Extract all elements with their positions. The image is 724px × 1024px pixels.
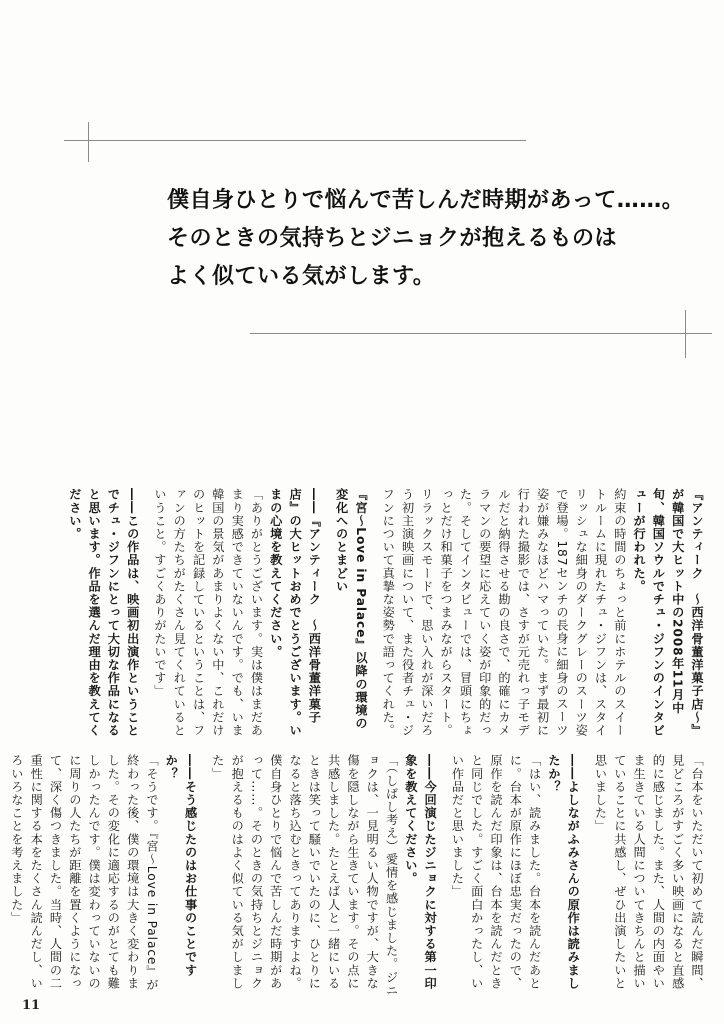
answer: 「そうです。『宮～Love in Palace』が終わった後、僕の環境は大きく変わりました。その変化に適応するのがとても難しかったんです。僕は変わっていないのに周りの人たちが距離を置くようになって、深く傷つきました。当時、人間の二重性に関する本をたくさん読んだし、いろいろなことを考えました」 (9, 754, 159, 992)
question: ――よしながふみさんの原作は読みましたか？ (546, 754, 581, 990)
question: ――『アンティーク ～西洋骨董洋菓子店』の大ヒットおめでとうございます。いまの心境を教えてください。 (268, 488, 322, 737)
section-title: 『宮～Love in Palace』以降の環境の変化へのとまどい (334, 488, 368, 731)
guide-line-left (88, 122, 89, 162)
lead-body: 約束の時間のちょっと前にホテルのスイートルームに現れたチュ・ジフンは、スタイリッシュな細身のダークグレーのスーツ姿で登場。187センチの長身に細身のスーツ姿が嫌みなほどハマっていた。まず最初に行われた撮影では、さすが元売れっ子モデルだと納得させる勘の良さで、的確にカメラマンの要望に応えていく姿が印象的だった。そしてインタビューでは、冒頭にちょっとだけ和菓子をつまみながらスタート。リラックスモードで、思い入れが深いだろう初主演映画について、また役者チュ・ジフンについて真摯な姿勢で語ってくれた。 (381, 488, 627, 737)
article-lower-block (9, 754, 706, 1002)
article-upper-block (67, 488, 706, 740)
answer: 「台本をいただいて初めて読んだ瞬間、見どころがすごく多い映画になると直感的に感じました。また、人間の内面やいま生きている人間についてきちんと描いていることに共感し、ぜひ出演したいと思いました」 (593, 754, 704, 990)
headline (167, 182, 687, 296)
answer: 「（しばし考え）愛情を感じました。ジニョクは、一見明るい人物ですが、大きな傷を隠しながら生きています。その点に共感しました。たとえば人と一緒にいるときは笑って騒いでいたのに、ひとりになると落ち込むときってありますよね。僕自身ひとりで悩んで苦しんだ時期があって……。そのときの気持ちとジニョクが抱えるものはよく似ている気がしました」 (210, 754, 399, 997)
question: ――そう感じたのはお仕事のことですか？ (164, 754, 198, 977)
headline-line: そのときの気持ちとジニョクが抱えるものは (167, 226, 618, 251)
question: ――今回演じたジニョクに対する第一印象を教えてください。 (403, 754, 438, 990)
answer: 「はい、読みました。台本を読んだあとに。台本が原作にほぼ忠実だったので、原作を読んだ印象は、台本を読んだときと同じでした。すごく面白かったし、いい作品だと思いました」 (450, 754, 542, 990)
guide-line-bottom (250, 333, 712, 334)
guide-line-right (685, 310, 686, 358)
guide-line-top (64, 140, 526, 141)
page-number: 11 (22, 998, 41, 1013)
lead-intro: 『アンティーク ～西洋骨董洋菓子店～』が韓国で大ヒット中の2008年11月中旬、韓国ソウルでチュ・ジフンのインタビューが行われた。 (632, 488, 704, 737)
question: ――この作品は、映画初出演作ということでチュ・ジフンにとって大切な作品になると思います。作品を選んだ理由を教えてください。 (67, 488, 140, 737)
headline-line: よく似ている気がします。 (167, 264, 436, 289)
headline-line: 僕自身ひとりで悩んで苦しんだ時期があって……。 (167, 188, 685, 213)
answer: 「ありがとうございます。実は僕はまだあまり実感できていないんです。でも、いま韓国の景気があまりよくない中、これだけのヒットを記録しているということは、ファンの方たちがたくさん見てくれているということ。すごくありがたいです」 (152, 488, 264, 737)
